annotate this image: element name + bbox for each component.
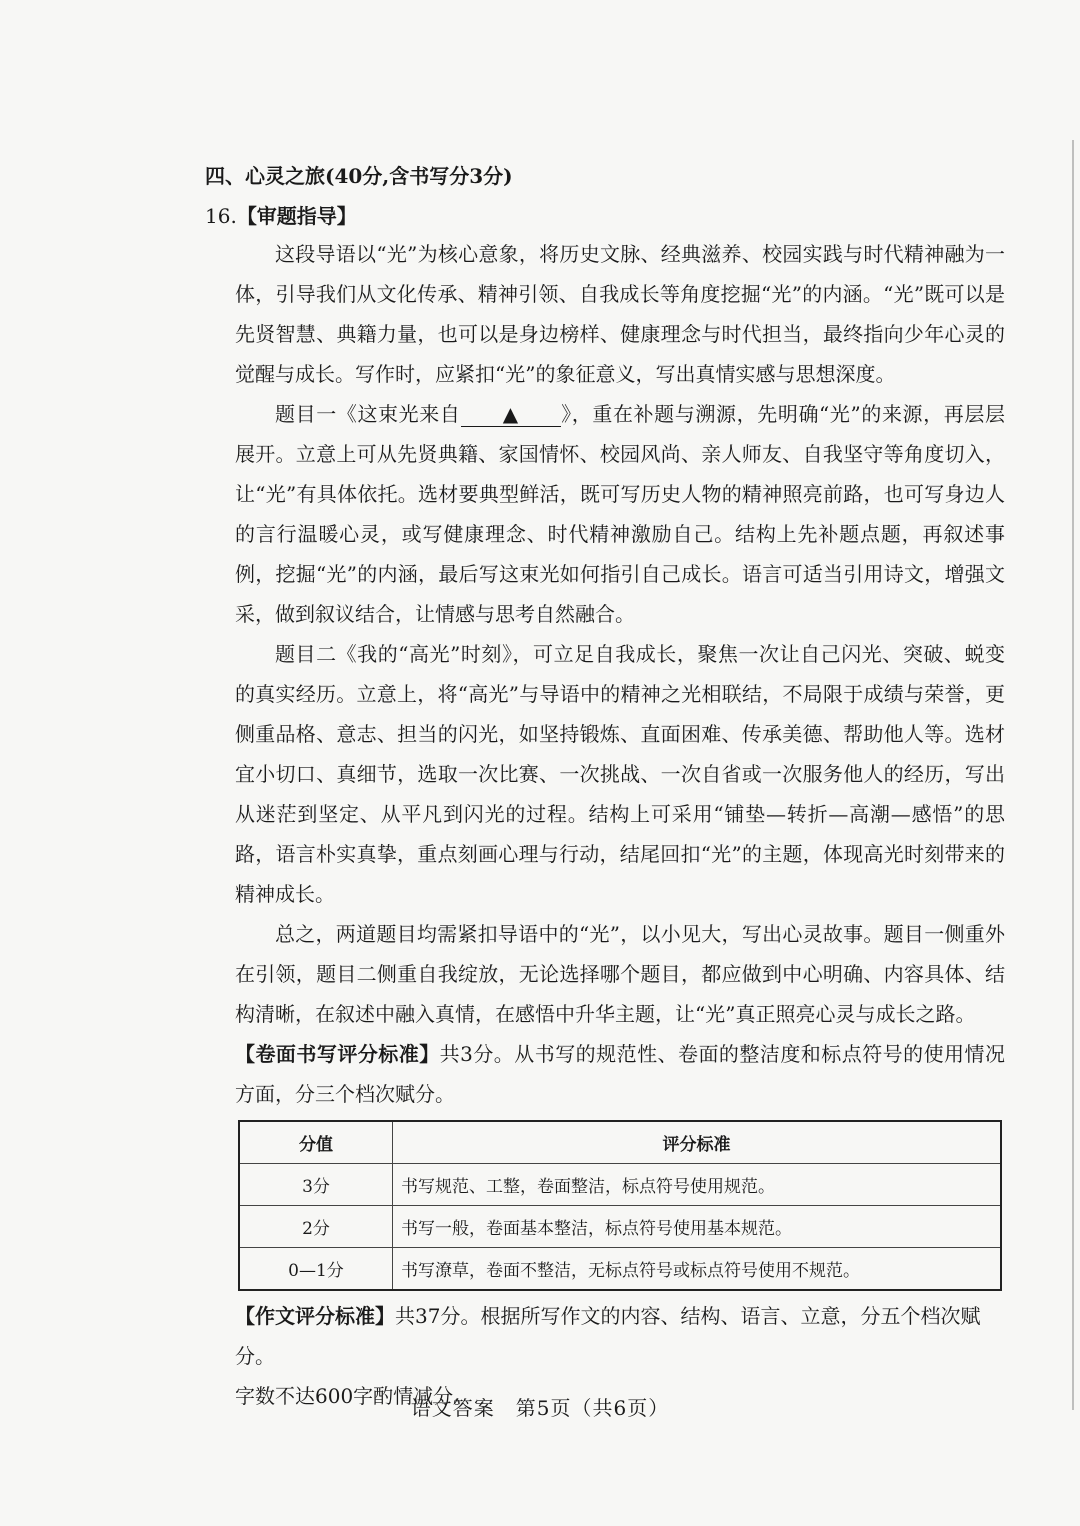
row-score: 3分	[239, 1164, 393, 1206]
row-score: 0—1分	[239, 1248, 393, 1291]
table-row	[239, 1248, 1001, 1291]
table-header-row	[239, 1121, 1001, 1164]
paragraph-intro	[235, 234, 1005, 394]
row-criteria: 书写规范、工整，卷面整洁，标点符号使用规范。	[393, 1164, 1002, 1206]
page-footer: 语文答案 第5页（共6页）	[410, 1396, 670, 1420]
table-row	[239, 1206, 1001, 1248]
scoring-table	[238, 1120, 1002, 1291]
title-blank: ▲	[461, 402, 561, 427]
essay-criteria-label: 【作文评分标准】	[235, 1304, 395, 1328]
paragraph-summary-text: 总之，两道题目均需紧扣导语中的“光”，以小见大，写出心灵故事。题目一侧重外在引领，题目二侧重自我绽放，无论选择哪个题目，都应做到中心明确、内容具体、结构清晰，在叙述中融入真情，在感悟中升华主题，让“光”真正照亮心灵与成长之路。	[235, 922, 1005, 1026]
paragraph-topic-two	[235, 634, 1005, 914]
header-criteria: 评分标准	[393, 1121, 1002, 1164]
question-heading	[205, 200, 357, 229]
question-number: 16.	[205, 204, 237, 228]
paragraph-topic-two-text: 题目二《我的“高光”时刻》，可立足自我成长，聚焦一次让自己闪光、突破、蜕变的真实经历。立意上，将“高光”与导语中的精神之光相联结，不局限于成绩与荣誉，更侧重品格、意志、担当的闪光，如坚持锻炼、直面困难、传承美德、帮助他人等。选材宜小切口、真细节，选取一次比赛、一次挑战、一次自省或一次服务他人的经历，写出从迷茫到坚定、从平凡到闪光的过程。结构上可采用“铺垫—转折—高潮—感悟”的思路，语言朴实真挚，重点刻画心理与行动，结尾回扣“光”的主题，体现高光时刻带来的精神成长。	[235, 642, 1005, 906]
paragraph-summary	[235, 914, 1005, 1034]
row-score: 2分	[239, 1206, 393, 1248]
paragraph-intro-text: 这段导语以“光”为核心意象，将历史文脉、经典滋养、校园实践与时代精神融为一体，引导我们从文化传承、精神引领、自我成长等角度挖掘“光”的内涵。“光”既可以是先贤智慧、典籍力量，也可以是身边榜样、健康理念与时代担当，最终指向少年心灵的觉醒与成长。写作时，应紧扣“光”的象征意义，写出真情实感与思想深度。	[235, 242, 1005, 386]
writing-criteria-desc: 共3分。从书写的规范性、卷面的整洁度和标点符号的使用情况方面，分三个档次赋分。	[235, 1042, 1005, 1106]
writing-criteria-text	[235, 1034, 1005, 1114]
topic-one-after: 》，重在补题与溯源，先明确“光”的来源，再层层展开。立意上可从先贤典籍、家国情怀、校园风尚、亲人师友、自我坚守等角度切入，让“光”有具体依托。选材要典型鲜活，既可写历史人物的精神照亮前路，也可写身边人的言行温暖心灵，或写健康理念、时代精神激励自己。结构上先补题点题，再叙述事例，挖掘“光”的内涵，最后写这束光如何指引自己成长。语言可适当引用诗文，增强文采，做到叙议结合，让情感与思考自然融合。	[235, 402, 1005, 626]
question-tag: 【审题指导】	[236, 204, 357, 228]
row-criteria: 书写一般，卷面基本整洁，标点符号使用基本规范。	[393, 1206, 1002, 1248]
row-criteria: 书写潦草，卷面不整洁，无标点符号或标点符号使用不规范。	[393, 1248, 1002, 1291]
scan-edge-line	[1072, 140, 1074, 1410]
essay-criteria-text	[235, 1296, 1010, 1376]
word-count-note: 字数不达600字酌情减分。	[235, 1384, 474, 1408]
paragraph-writing-criteria	[235, 1034, 1005, 1114]
table-row	[239, 1164, 1001, 1206]
header-score: 分值	[239, 1121, 393, 1164]
topic-one-before: 题目一《这束光来自	[275, 402, 461, 426]
writing-criteria-label: 【卷面书写评分标准】	[235, 1042, 440, 1066]
essay-criteria-desc: 共37分。根据所写作文的内容、结构、语言、立意，分五个档次赋分。	[235, 1304, 981, 1368]
section-title: 四、心灵之旅(40分,含书写分3分)	[205, 164, 513, 188]
paragraph-topic-one	[235, 394, 1005, 634]
paragraph-topic-one-text	[235, 394, 1005, 634]
